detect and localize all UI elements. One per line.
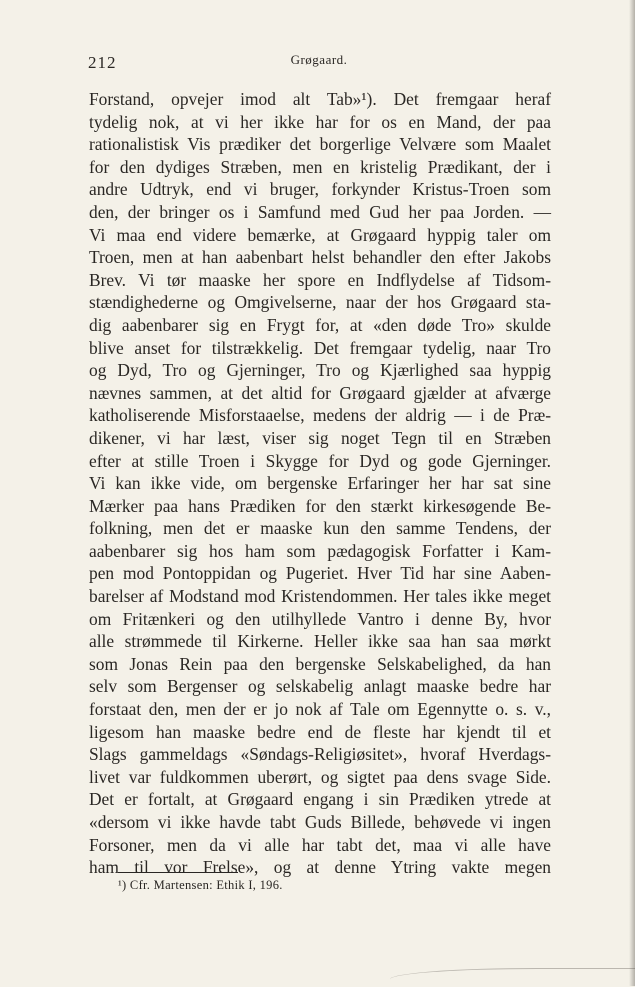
text-line: pen mod Pontoppidan og Pugeriet. Hver Tid har sine Aaben- xyxy=(89,563,551,584)
text-line: Brev. Vi tør maaske her spore en Indflydelse af Tidsom- xyxy=(89,269,551,290)
text-line: dig aabenbarer sig en Frygt for, at «den døde Tro» skulde xyxy=(89,314,551,335)
text-line: stændighederne og Omgivelserne, naar der hos Grøgaard sta- xyxy=(89,292,551,313)
text-line: aabenbarer sig hos ham som pædagogisk Forfatter i Kam- xyxy=(89,540,551,561)
text-line: den, der bringer os i Samfund med Gud her paa Jorden. — xyxy=(89,201,551,222)
text-line: tydelig nok, at vi her ikke har for os en Mand, der paa xyxy=(89,111,551,132)
text-line: livet var fuldkommen uberørt, og sigtet paa dens svage Side. xyxy=(89,766,551,787)
text-line: blive anset for tilstrækkelig. Det fremgaar tydelig, naar Tro xyxy=(89,337,551,358)
text-line: Forstand, opvejer imod alt Tab»¹). Det fremgaar heraf xyxy=(89,89,551,109)
text-line: «dersom vi ikke havde tabt Guds Billede, behøvede vi ingen xyxy=(89,812,551,832)
text-line: rationalistisk Vis prædiker det borgerlige Velvære som Maalet xyxy=(89,134,551,155)
text-line: efter at stille Troen i Skygge for Dyd og gode Gjerninger. xyxy=(89,450,551,471)
text-line: Vi maa end videre bemærke, at Grøgaard hyppig taler om xyxy=(89,224,551,245)
text-line: nævnes sammen, at det altid for Grøgaard gjælder at afværge xyxy=(89,382,551,403)
text-line: Slags gammeldags «Søndags-Religiøsitet», hvoraf Hverdags- xyxy=(89,744,551,765)
text-line: ham til vor Frelse», og at denne Ytring vakte megen xyxy=(89,857,551,878)
text-line: Troen, men at han aabenbart helst behandler den efter Jakobs xyxy=(89,247,551,268)
body-text xyxy=(89,88,551,879)
text-line: andre Udtryk, end vi bruger, forkynder Kristus-Troen som xyxy=(89,179,551,200)
page-header xyxy=(88,50,550,72)
text-line: for den dydiges Stræben, men en kristelig Prædikant, der i xyxy=(89,156,551,177)
text-line: ligesom han maaske bedre end de fleste har kjendt til et xyxy=(89,721,551,742)
page-number: 212 xyxy=(88,53,117,72)
page-curl xyxy=(390,968,635,987)
page-edge-shadow xyxy=(629,0,635,986)
text-line: og Dyd, Tro og Gjerninger, Tro og Kjærlighed saa hyppig xyxy=(89,360,551,381)
text-line: Det er fortalt, at Grøgaard engang i sin Prædiken ytrede at xyxy=(89,789,551,810)
text-line: katholiserende Misforstaaelse, medens der aldrig — i de Præ- xyxy=(89,405,551,426)
footnote: ¹) Cfr. Martensen: Ethik I, 196. xyxy=(118,878,283,892)
text-line: barelser af Modstand mod Kristendommen. Her tales ikke meget xyxy=(89,586,551,607)
text-line: dikener, vi har læst, viser sig noget Tegn til en Stræben xyxy=(89,427,551,448)
text-line: alle strømmede til Kirkerne. Heller ikke saa han saa mørkt xyxy=(89,631,551,652)
text-line: som Jonas Rein paa den bergenske Selskabelighed, da han xyxy=(89,653,551,674)
text-line: selv som Bergenser og selskabelig anlagt maaske bedre har xyxy=(89,676,551,697)
text-line: forstaat den, men der er jo nok af Tale om Egennytte o. s. v., xyxy=(89,699,551,720)
text-line: Mærker paa hans Prædiken for den stærkt kirkesøgende Be- xyxy=(89,495,551,516)
footnote-divider xyxy=(118,872,238,873)
text-line: Forsoner, men da vi alle har tabt det, maa vi alle have xyxy=(89,834,551,855)
text-line: om Fritænkeri og den utilhyllede Vantro i denne By, hvor xyxy=(89,608,551,629)
text-line: Vi kan ikke vide, om bergenske Erfaringer her har sat sine xyxy=(89,473,551,494)
text-line: folkning, men det er maaske kun den samme Tendens, der xyxy=(89,518,551,539)
running-head: Grøgaard. xyxy=(290,52,348,67)
